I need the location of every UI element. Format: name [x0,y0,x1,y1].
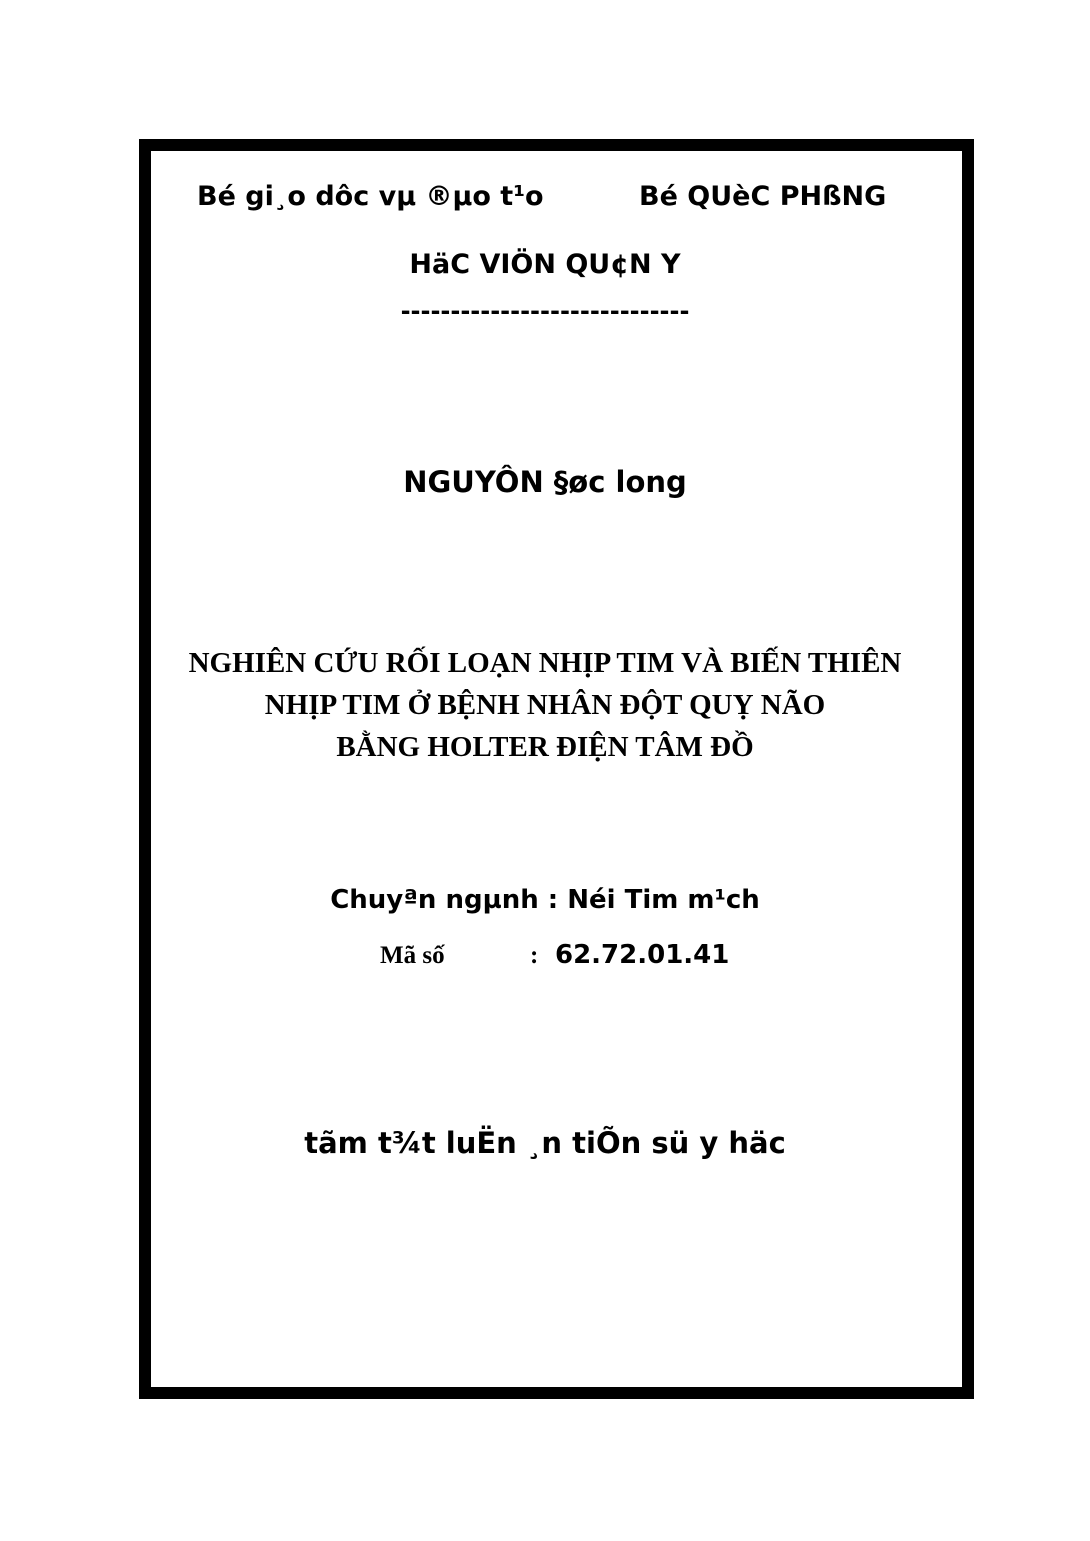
ministry-education-heading: Bé gi¸o dôc vµ ®µo t¹o [197,181,544,212]
code-label: Mã số [380,942,445,969]
ministry-defense-heading: Bé QUèC PHßNG [639,181,887,212]
thesis-title-line-3: BẰNG HOLTER ĐIỆN TÂM ĐỒ [336,731,754,763]
specialty-line: Chuyªn ngµnh : Néi Tim m¹ch [330,885,760,915]
author-name: NGUYÔN §øc long [403,465,687,499]
thesis-title-line-1: NGHIÊN CỨU RỐI LOẠN NHỊP TIM VÀ BIẾN THIÊN [188,647,902,679]
document-type: tãm t¾t luËn ¸n tiÕn sü y häc [304,1126,786,1160]
header-divider: ----------------------------- [400,297,690,325]
page-border-frame [139,139,974,1399]
code-colon: : [530,942,539,969]
institution-heading: HäC VIÖN QU¢N Y [409,249,681,280]
code-value: 62.72.01.41 [555,940,730,970]
thesis-title-line-2: NHỊP TIM Ở BỆNH NHÂN ĐỘT QUỴ NÃO [264,689,826,721]
